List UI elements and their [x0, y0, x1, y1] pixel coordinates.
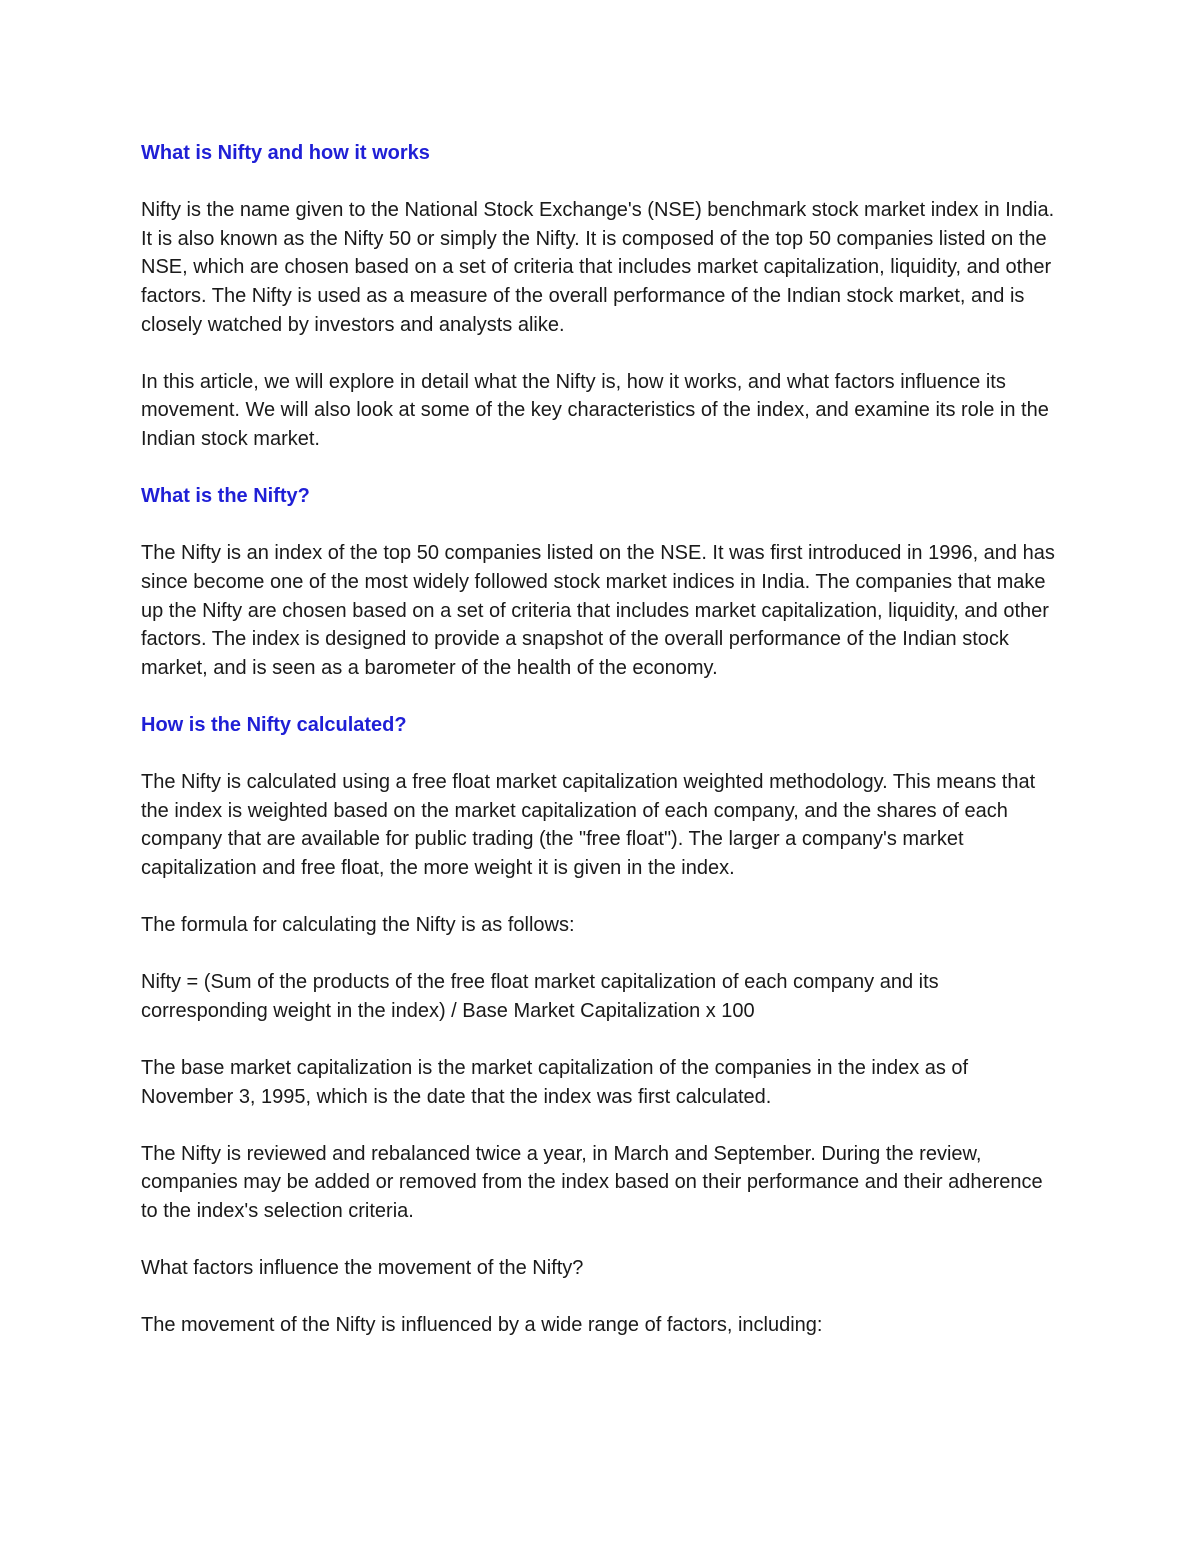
paragraph-factors-intro: The movement of the Nifty is influenced by a wide range of factors, including: [141, 1314, 823, 1337]
paragraph-factors-question: What factors influence the movement of the Nifty? [141, 1257, 584, 1280]
paragraph-base-market-cap: The base market capitalization is the market capitalization of the companies in the index as of November 3, 1995, which is the date that the index was first calculated. [141, 1057, 969, 1108]
heading-how-is-nifty-calculated: How is the Nifty calculated? [141, 713, 407, 736]
heading-what-is-the-nifty: What is the Nifty? [141, 485, 310, 508]
heading-what-is-nifty-and-how-it-works: What is Nifty and how it works [141, 142, 430, 164]
paragraph-nifty-definition: The Nifty is an index of the top 50 companies listed on the NSE. It was first introduced in 1996, and has since become one of the most widely followed stock market indices in India. The companies that make up the Nifty are chosen based on a set of criteria that includes market capitalization, liquidity, and other factors. The index is designed to provide a snapshot of the overall performance of the Indian stock market, and is seen as a barometer of the health of the economy. [141, 542, 1055, 679]
paragraph-calculation-method: The Nifty is calculated using a free float market capitalization weighted methodology. This means that the index is weighted based on the market capitalization of each company, and the shares of each company that are available for public trading (the "free float"). The larger a company's market capitalization and free float, the more weight it is given in the index. [141, 771, 1036, 879]
paragraph-article-overview: In this article, we will explore in detail what the Nifty is, how it works, and what factors influence its movement. We will also look at some of the key characteristics of the index, and examine its role in the Indian stock market. [141, 370, 1049, 450]
paragraph-nifty-intro: Nifty is the name given to the National Stock Exchange's (NSE) benchmark stock market index in India. It is also known as the Nifty 50 or simply the Nifty. It is composed of the top 50 companies listed on the NSE, which are chosen based on a set of criteria that includes market capitalization, liquidity, and other factors. The Nifty is used as a measure of the overall performance of the Indian stock market, and is closely watched by investors and analysts alike. [141, 199, 1055, 336]
paragraph-formula-intro: The formula for calculating the Nifty is as follows: [141, 914, 575, 937]
paragraph-rebalancing: The Nifty is reviewed and rebalanced twice a year, in March and September. During the review, companies may be added or removed from the index based on their performance and their adherence to the index's selection criteria. [141, 1142, 1043, 1222]
document-body [141, 139, 1056, 1369]
paragraph-formula: Nifty = (Sum of the products of the free float market capitalization of each company and its corresponding weight in the index) / Base Market Capitalization x 100 [141, 971, 939, 1022]
